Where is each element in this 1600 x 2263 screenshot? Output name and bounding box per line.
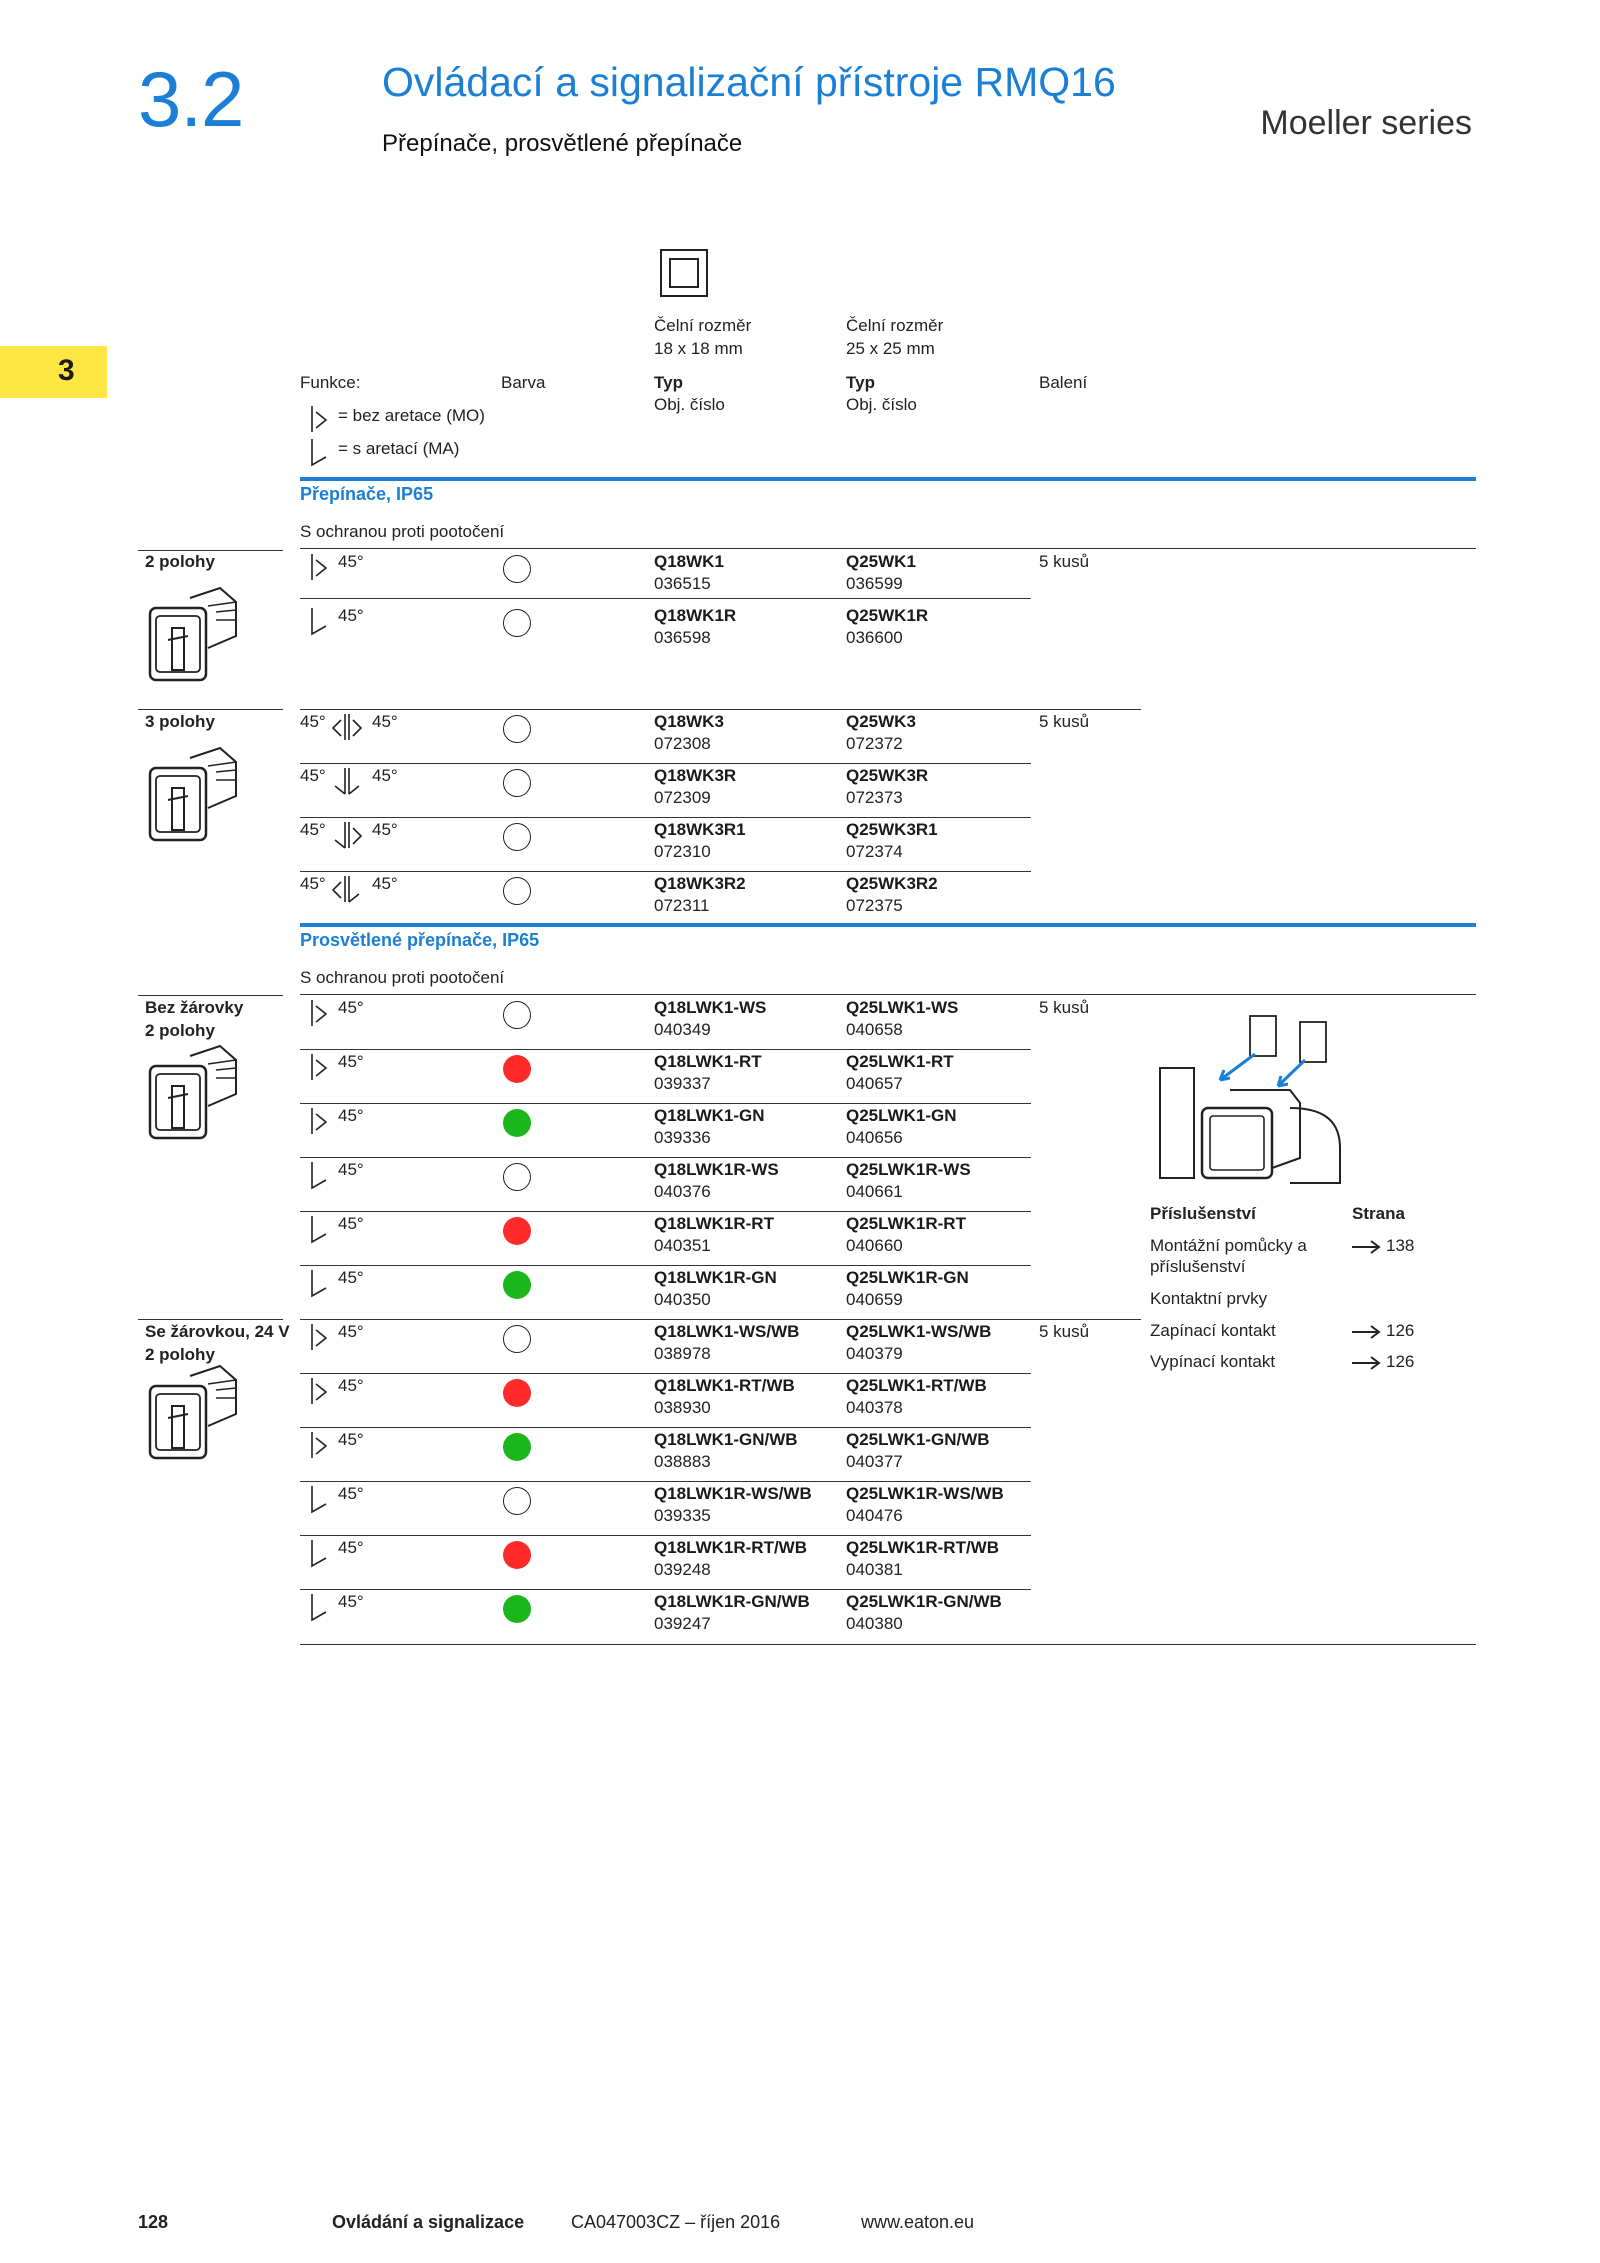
- pack-size: 5 kusů: [1039, 1322, 1090, 1341]
- order-number-25: 040380: [846, 1614, 903, 1633]
- maintained-symbol-icon: [310, 1268, 332, 1300]
- row-angle: 45°: [338, 1430, 364, 1449]
- color-indicator-white: [503, 715, 531, 743]
- color-indicator-red: [503, 1217, 531, 1245]
- type-18: Q18LWK1R-RT/WB: [654, 1538, 807, 1557]
- type-25: Q25LWK1-RT: [846, 1052, 954, 1071]
- table-row: [0, 1051, 1600, 1101]
- order-number-25: 072375: [846, 896, 903, 915]
- section-2-note: S ochranou proti pootočení: [300, 968, 505, 987]
- type-18: Q18LWK1-WS: [654, 998, 767, 1017]
- type-25: Q25WK3R2: [846, 874, 938, 893]
- row-angle: 45°: [338, 1484, 364, 1503]
- table-row: [0, 819, 1600, 869]
- row-separator: [300, 1157, 1031, 1158]
- three-position-symbol-icon: [331, 712, 365, 744]
- table-row: [0, 1159, 1600, 1209]
- type-25: Q25LWK1-RT/WB: [846, 1376, 987, 1395]
- row-separator: [300, 1211, 1031, 1212]
- row-separator: [300, 1049, 1031, 1050]
- row-separator: [300, 871, 1031, 872]
- color-indicator-white: [503, 1163, 531, 1191]
- col-funkce: Funkce:: [300, 373, 361, 392]
- type-25: Q25LWK1R-RT/WB: [846, 1538, 999, 1557]
- page-subtitle: Přepínače, prosvětlené přepínače: [382, 130, 743, 157]
- section-1-rule: [300, 548, 1476, 549]
- row-separator: [300, 1481, 1031, 1482]
- table-row: [0, 1267, 1600, 1317]
- accessory-item-cont: příslušenství: [1150, 1257, 1246, 1276]
- order-number-18: 072308: [654, 734, 711, 753]
- type-25: Q25WK3: [846, 712, 916, 731]
- table-row: [0, 551, 1600, 601]
- group-rule: [138, 995, 283, 996]
- row-angle: 45°: [338, 1268, 364, 1287]
- order-number-25: 040476: [846, 1506, 903, 1525]
- row-angle: 45°: [300, 766, 326, 785]
- footer-page-number: 128: [138, 2212, 169, 2232]
- type-25: Q25WK3R: [846, 766, 929, 785]
- section-2-rule: [300, 994, 1476, 995]
- order-number-18: 036515: [654, 574, 711, 593]
- color-indicator-green: [503, 1271, 531, 1299]
- order-number-25: 072372: [846, 734, 903, 753]
- order-number-25: 040377: [846, 1452, 903, 1471]
- section-number: 3.2: [138, 55, 244, 143]
- col-front25-label: Čelní rozměr: [846, 316, 944, 335]
- group-label-with-lamp: Se žárovkou, 24 V: [145, 1322, 290, 1341]
- type-25: Q25WK1: [846, 552, 916, 571]
- row-separator: [300, 1373, 1031, 1374]
- accessory-page-link[interactable]: 138: [1386, 1236, 1415, 1255]
- maintained-symbol-icon: [310, 1214, 332, 1246]
- type-18: Q18WK1R: [654, 606, 737, 625]
- type-25: Q25LWK1R-WS/WB: [846, 1484, 1004, 1503]
- type-18: Q18LWK1R-WS/WB: [654, 1484, 812, 1503]
- row-angle: 45°: [338, 552, 364, 571]
- arrow-right-icon: [1352, 1356, 1382, 1370]
- order-number-18: 040350: [654, 1290, 711, 1309]
- footer-code: CA047003CZ – říjen 2016: [571, 2212, 781, 2232]
- row-separator: [300, 1535, 1031, 1536]
- row-separator: [300, 709, 1141, 710]
- order-number-18: 038930: [654, 1398, 711, 1417]
- chapter-tab-number: 3: [58, 354, 75, 387]
- row-angle: 45°: [338, 1592, 364, 1611]
- row-separator: [300, 1589, 1031, 1590]
- table-row: [0, 873, 1600, 923]
- order-number-18: 039336: [654, 1128, 711, 1147]
- color-indicator-green: [503, 1109, 531, 1137]
- color-indicator-red: [503, 1541, 531, 1569]
- type-18: Q18WK1: [654, 552, 724, 571]
- order-number-18: 039337: [654, 1074, 711, 1093]
- row-angle: 45°: [338, 1106, 364, 1125]
- legend-mo: = bez aretace (MO): [338, 406, 485, 425]
- color-indicator-green: [503, 1433, 531, 1461]
- order-number-25: 036599: [846, 574, 903, 593]
- order-number-18: 040376: [654, 1182, 711, 1201]
- col-baleni: Balení: [1039, 373, 1088, 392]
- row-separator: [300, 1644, 1476, 1645]
- order-number-25: 036600: [846, 628, 903, 647]
- row-angle-2: 45°: [372, 874, 398, 893]
- group-label-no-lamp: Bez žárovky: [145, 998, 244, 1017]
- type-18: Q18WK3R: [654, 766, 737, 785]
- three-position-symbol-icon: [331, 766, 365, 798]
- table-row: [0, 1483, 1600, 1533]
- order-number-25: 040658: [846, 1020, 903, 1039]
- chapter-tab: [0, 346, 107, 398]
- momentary-symbol-icon: [310, 1322, 332, 1354]
- row-separator: [300, 598, 1031, 599]
- color-indicator-white: [503, 555, 531, 583]
- table-row: [0, 1429, 1600, 1479]
- type-18: Q18WK3R1: [654, 820, 746, 839]
- momentary-symbol-icon: [310, 404, 330, 436]
- order-number-25: 040379: [846, 1344, 903, 1363]
- front-frame-icon: [660, 249, 708, 297]
- color-indicator-white: [503, 609, 531, 637]
- table-row: [0, 605, 1600, 655]
- maintained-symbol-icon: [310, 437, 330, 469]
- momentary-symbol-icon: [310, 1106, 332, 1138]
- row-angle-2: 45°: [372, 820, 398, 839]
- footer-url[interactable]: www.eaton.eu: [861, 2212, 975, 2232]
- row-angle: 45°: [338, 1322, 364, 1341]
- type-18: Q18LWK1R-GN/WB: [654, 1592, 810, 1611]
- type-25: Q25LWK1R-GN/WB: [846, 1592, 1002, 1611]
- table-row: [0, 1105, 1600, 1155]
- type-18: Q18LWK1-RT/WB: [654, 1376, 795, 1395]
- color-indicator-white: [503, 1001, 531, 1029]
- table-row: [0, 765, 1600, 815]
- type-18: Q18LWK1-GN/WB: [654, 1430, 798, 1449]
- col-front18-label: Čelní rozměr: [654, 316, 752, 335]
- row-angle: 45°: [338, 1160, 364, 1179]
- group-label-no-lamp-positions: 2 polohy: [145, 1021, 215, 1040]
- order-number-25: 072373: [846, 788, 903, 807]
- legend-ma: = s aretací (MA): [338, 439, 460, 458]
- section-2-title: Prosvětlené přepínače, IP65: [300, 930, 540, 950]
- three-position-symbol-icon: [331, 820, 365, 852]
- accessory-page-link[interactable]: 126: [1386, 1321, 1415, 1340]
- type-25: Q25LWK1-GN/WB: [846, 1430, 990, 1449]
- row-separator: [300, 1319, 1141, 1320]
- table-row: [0, 1537, 1600, 1587]
- arrow-right-icon: [1352, 1240, 1382, 1254]
- row-angle: 45°: [338, 998, 364, 1017]
- order-number-18: 039248: [654, 1560, 711, 1579]
- section-divider-2: [300, 923, 1476, 927]
- table-row: [0, 1591, 1600, 1641]
- row-angle: 45°: [300, 820, 326, 839]
- footer-section: Ovládání a signalizace: [332, 2212, 525, 2232]
- col-barva: Barva: [501, 373, 546, 392]
- color-indicator-white: [503, 1487, 531, 1515]
- row-angle: 45°: [338, 1538, 364, 1557]
- accessories-header: Příslušenství: [1150, 1204, 1256, 1223]
- group-label-3-positions: 3 polohy: [145, 712, 215, 731]
- type-18: Q18LWK1R-GN: [654, 1268, 777, 1287]
- section-divider-1: [300, 477, 1476, 481]
- color-indicator-white: [503, 1325, 531, 1353]
- order-number-18: 040349: [654, 1020, 711, 1039]
- col-front18-size: 18 x 18 mm: [654, 339, 743, 358]
- momentary-symbol-icon: [310, 1052, 332, 1084]
- three-position-symbol-icon: [331, 874, 365, 906]
- type-25: Q25LWK1R-GN: [846, 1268, 969, 1287]
- color-indicator-white: [503, 769, 531, 797]
- order-number-25: 040657: [846, 1074, 903, 1093]
- order-number-18: 038883: [654, 1452, 711, 1471]
- type-25: Q25WK3R1: [846, 820, 938, 839]
- maintained-symbol-icon: [310, 1538, 332, 1570]
- momentary-symbol-icon: [310, 998, 332, 1030]
- table-row: [0, 711, 1600, 761]
- order-number-18: 072311: [654, 896, 710, 915]
- col-obj25: Obj. číslo: [846, 395, 917, 414]
- maintained-symbol-icon: [310, 1160, 332, 1192]
- row-angle: 45°: [300, 712, 326, 731]
- arrow-right-icon: [1352, 1325, 1382, 1339]
- accessory-item: Kontaktní prvky: [1150, 1289, 1268, 1308]
- group-rule: [138, 1319, 283, 1320]
- order-number-25: 072374: [846, 842, 903, 861]
- color-indicator-red: [503, 1055, 531, 1083]
- type-25: Q25WK1R: [846, 606, 929, 625]
- type-18: Q18LWK1R-WS: [654, 1160, 779, 1179]
- type-25: Q25LWK1R-WS: [846, 1160, 971, 1179]
- type-18: Q18LWK1-RT: [654, 1052, 762, 1071]
- order-number-25: 040381: [846, 1560, 903, 1579]
- row-separator: [300, 817, 1031, 818]
- type-25: Q25LWK1R-RT: [846, 1214, 966, 1233]
- type-18: Q18WK3: [654, 712, 724, 731]
- group-rule: [138, 709, 283, 710]
- color-indicator-red: [503, 1379, 531, 1407]
- accessory-page-link[interactable]: 126: [1386, 1352, 1415, 1371]
- order-number-18: 040351: [654, 1236, 711, 1255]
- row-separator: [300, 763, 1031, 764]
- pack-size: 5 kusů: [1039, 552, 1090, 571]
- series-label: Moeller series: [1260, 104, 1472, 142]
- accessory-item: Montážní pomůcky a: [1150, 1236, 1307, 1255]
- order-number-18: 038978: [654, 1344, 711, 1363]
- order-number-25: 040659: [846, 1290, 903, 1309]
- maintained-symbol-icon: [310, 1592, 332, 1624]
- type-18: Q18WK3R2: [654, 874, 746, 893]
- type-18: Q18LWK1-GN: [654, 1106, 765, 1125]
- row-angle: 45°: [338, 1214, 364, 1233]
- row-separator: [300, 1103, 1031, 1104]
- table-row: [0, 1375, 1600, 1425]
- type-25: Q25LWK1-GN: [846, 1106, 957, 1125]
- order-number-18: 039335: [654, 1506, 711, 1525]
- type-25: Q25LWK1-WS: [846, 998, 959, 1017]
- row-angle: 45°: [338, 606, 364, 625]
- group-label-with-lamp-positions: 2 polohy: [145, 1345, 215, 1364]
- section-1-note: S ochranou proti pootočení: [300, 522, 505, 541]
- type-25: Q25LWK1-WS/WB: [846, 1322, 992, 1341]
- order-number-25: 040378: [846, 1398, 903, 1417]
- accessory-item: Vypínací kontakt: [1150, 1352, 1276, 1371]
- maintained-symbol-icon: [310, 606, 332, 638]
- type-18: Q18LWK1R-RT: [654, 1214, 774, 1233]
- pack-size: 5 kusů: [1039, 712, 1090, 731]
- order-number-18: 072310: [654, 842, 711, 861]
- order-number-25: 040656: [846, 1128, 903, 1147]
- row-separator: [300, 1427, 1031, 1428]
- row-angle: 45°: [300, 874, 326, 893]
- row-angle-2: 45°: [372, 766, 398, 785]
- order-number-25: 040661: [846, 1182, 903, 1201]
- col-typ25: Typ: [846, 373, 875, 392]
- row-angle: 45°: [338, 1376, 364, 1395]
- row-separator: [300, 1265, 1031, 1266]
- momentary-symbol-icon: [310, 552, 332, 584]
- accessory-item: Zapínací kontakt: [1150, 1321, 1276, 1340]
- col-front25-size: 25 x 25 mm: [846, 339, 935, 358]
- color-indicator-white: [503, 823, 531, 851]
- table-row: [0, 997, 1600, 1047]
- order-number-25: 040660: [846, 1236, 903, 1255]
- group-label-2-positions: 2 polohy: [145, 552, 215, 571]
- accessories-page-header: Strana: [1352, 1204, 1405, 1223]
- row-angle-2: 45°: [372, 712, 398, 731]
- page-title: Ovládací a signalizační přístroje RMQ16: [382, 59, 1116, 105]
- color-indicator-white: [503, 877, 531, 905]
- type-18: Q18LWK1-WS/WB: [654, 1322, 800, 1341]
- section-1-title: Přepínače, IP65: [300, 484, 434, 504]
- col-obj18: Obj. číslo: [654, 395, 725, 414]
- row-angle: 45°: [338, 1052, 364, 1071]
- order-number-18: 039247: [654, 1614, 711, 1633]
- col-typ18: Typ: [654, 373, 683, 392]
- order-number-18: 036598: [654, 628, 711, 647]
- momentary-symbol-icon: [310, 1430, 332, 1462]
- pack-size: 5 kusů: [1039, 998, 1090, 1017]
- color-indicator-green: [503, 1595, 531, 1623]
- order-number-18: 072309: [654, 788, 711, 807]
- momentary-symbol-icon: [310, 1376, 332, 1408]
- maintained-symbol-icon: [310, 1484, 332, 1516]
